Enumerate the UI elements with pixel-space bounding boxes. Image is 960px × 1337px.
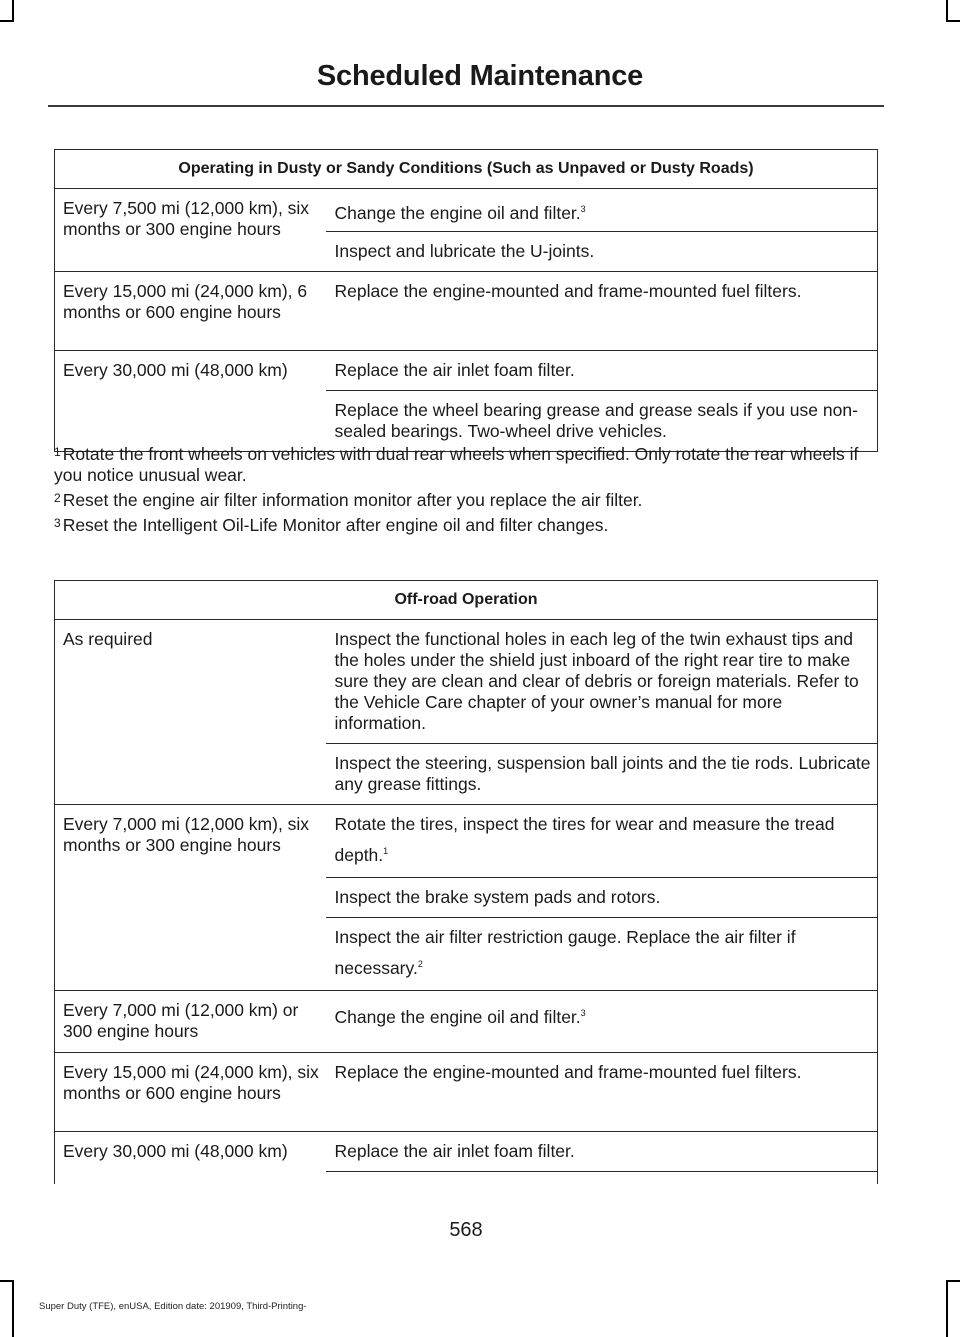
footnote-ref: 3 xyxy=(580,1008,586,1018)
footnote-ref: 3 xyxy=(580,204,586,214)
task-cell: Replace the air inlet foam filter. xyxy=(326,1132,878,1172)
crop-mark xyxy=(12,0,14,22)
crop-mark xyxy=(0,1280,14,1282)
crop-mark xyxy=(946,1280,960,1282)
task-cell: Change the engine oil and filter.$^3$ xyxy=(326,991,878,1053)
crop-mark xyxy=(946,0,948,22)
interval-cell: As required xyxy=(55,620,326,805)
crop-mark xyxy=(946,1280,948,1337)
task-cell: Rotate the tires, inspect the tires for wear and measure the tread depth.$^1$ xyxy=(326,805,878,878)
table-title: Operating in Dusty or Sandy Conditions (Such as Unpaved or Dusty Roads) xyxy=(55,150,878,189)
crop-mark xyxy=(946,20,960,22)
task-cell: Change the engine oil and filter.$^3$ xyxy=(326,189,878,232)
page-title: Scheduled Maintenance xyxy=(316,60,644,92)
task-cell: Inspect and lubricate the U-joints. xyxy=(326,232,878,272)
header-rule xyxy=(48,105,884,107)
edition-footer: Super Duty (TFE), enUSA, Edition date: 201909, Third-Printing- xyxy=(39,1301,307,1312)
task-cell: Replace the wheel bearing grease and grease seals if you use non-sealed bearings. Two-wheel drive vehicles. xyxy=(326,391,878,452)
footnotes xyxy=(54,444,874,540)
interval-cell: Every 15,000 mi (24,000 km), six months or 600 engine hours xyxy=(55,1053,326,1132)
task-cell: Inspect the air filter restriction gauge. Replace the air filter if necessary.$^2$ xyxy=(326,918,878,991)
task-cell: Inspect the functional holes in each leg of the twin exhaust tips and the holes under the shield just inboard of the right rear tire to make sure they are clean and clear of debris or foreign materials. Refer to the Vehicle Care chapter of your owner’s manual for more information. xyxy=(326,620,878,744)
interval-cell: Every 15,000 mi (24,000 km), 6 months or 600 engine hours xyxy=(55,272,326,351)
interval-cell: Every 30,000 mi (48,000 km) xyxy=(55,351,326,452)
crop-mark xyxy=(0,20,14,22)
task-cell-empty xyxy=(326,1172,878,1184)
task-cell: Inspect the steering, suspension ball joints and the tie rods. Lubricate any grease fittings. xyxy=(326,744,878,805)
footnote: $^3$ Reset the Intelligent Oil-Life Monitor after engine oil and filter changes. xyxy=(54,515,609,535)
table-title: Off-road Operation xyxy=(55,581,878,620)
interval-cell: Every 7,500 mi (12,000 km), six months or 300 engine hours xyxy=(55,189,326,272)
off-road-table xyxy=(54,580,878,1184)
interval-cell: Every 7,000 mi (12,000 km) or 300 engine hours xyxy=(55,991,326,1053)
task-cell: Replace the engine-mounted and frame-mounted fuel filters. xyxy=(326,1053,878,1132)
interval-cell: Every 7,000 mi (12,000 km), six months or 300 engine hours xyxy=(55,805,326,991)
footnote-ref: 1 xyxy=(383,846,389,856)
task-cell: Replace the air inlet foam filter. xyxy=(326,351,878,391)
page-number: 568 xyxy=(449,1219,483,1241)
footnote: $^1$ Rotate the front wheels on vehicles with dual rear wheels when specified. Only rotate the rear wheels if you notice unusual wear. xyxy=(54,444,859,485)
task-cell: Replace the engine-mounted and frame-mounted fuel filters. xyxy=(326,272,878,351)
task-cell: Inspect the brake system pads and rotors. xyxy=(326,878,878,918)
footnote-ref: 2 xyxy=(417,959,423,969)
dusty-conditions-table xyxy=(54,149,878,452)
crop-mark xyxy=(12,1280,14,1337)
interval-cell: Every 30,000 mi (48,000 km) xyxy=(55,1132,326,1184)
footnote: $^2$ Reset the engine air filter information monitor after you replace the air filter. xyxy=(54,490,643,510)
